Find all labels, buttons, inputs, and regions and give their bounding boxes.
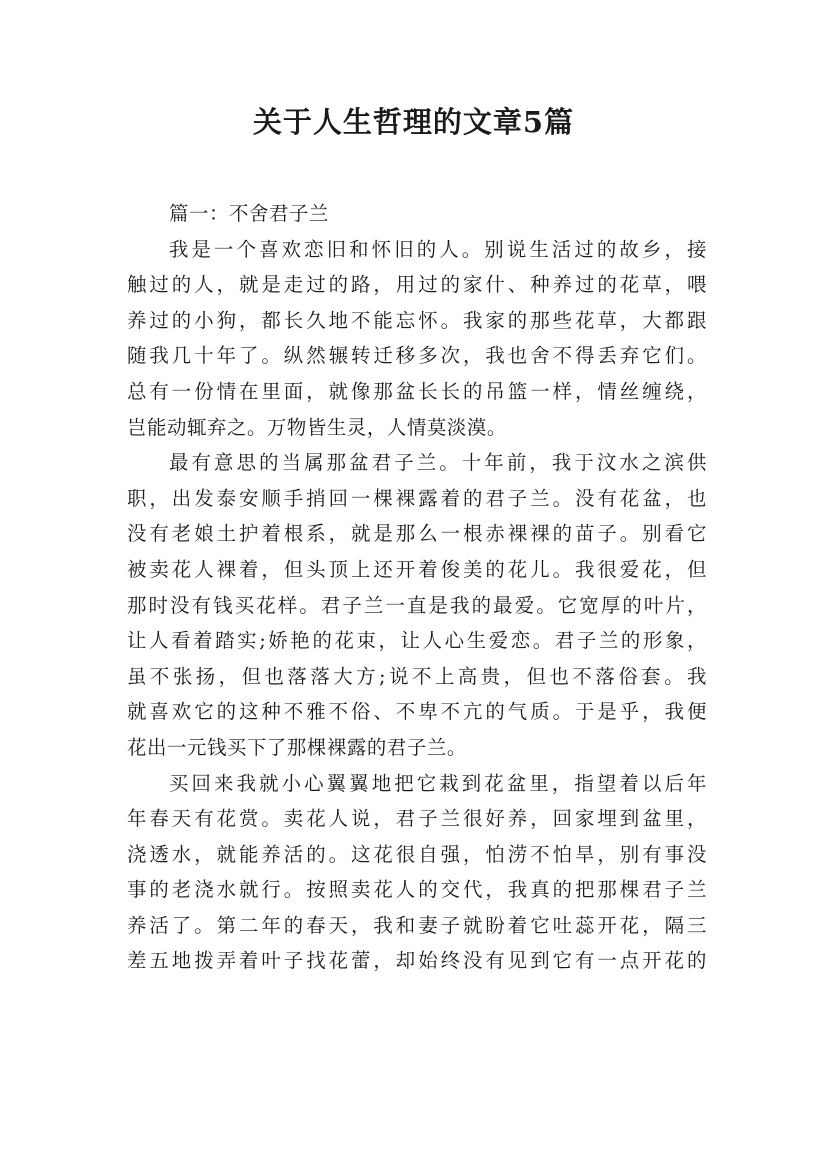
paragraph-line: 我是一个喜欢恋旧和怀旧的人。别说生活过的故乡，接 xyxy=(169,237,707,261)
paragraph-line: 养活了。第二年的春天，我和妻子就盼着它吐蕊开花，隔三 xyxy=(127,913,707,937)
paragraph-line: 随我几十年了。纵然辗转迁移多次，我也舍不得丢弃它们。 xyxy=(127,344,707,368)
paragraph-line: 养过的小狗，都长久地不能忘怀。我家的那些花草，大都跟 xyxy=(127,308,707,332)
paragraph-line: 那时没有钱买花样。君子兰一直是我的最爱。它宽厚的叶片， xyxy=(127,593,707,617)
paragraph-line: 浇透水，就能养活的。这花很自强，怕涝不怕旱，别有事没 xyxy=(127,842,707,866)
paragraph-line: 事的老浇水就行。按照卖花人的交代，我真的把那棵君子兰 xyxy=(127,878,707,902)
paragraph-line: 没有老娘土护着根系，就是那么一根赤裸裸的苗子。别看它 xyxy=(127,522,707,546)
paragraph-line: 总有一份情在里面，就像那盆长长的吊篮一样，情丝缠绕， xyxy=(127,379,707,403)
paragraph-line: 差五地拨弄着叶子找花蕾，却始终没有见到它有一点开花的 xyxy=(127,949,707,973)
paragraph-line: 触过的人，就是走过的路，用过的家什、种养过的花草，喂 xyxy=(127,273,707,297)
paragraph-line: 就喜欢它的这种不雅不俗、不卑不亢的气质。于是乎，我便 xyxy=(127,700,707,724)
document-title: 关于人生哲理的文章5篇 xyxy=(252,105,575,139)
document-body xyxy=(127,196,707,979)
paragraph-line: 虽不张扬，但也落落大方;说不上高贵，但也不落俗套。我 xyxy=(127,664,707,688)
paragraph-line: 买回来我就小心翼翼地把它栽到花盆里，指望着以后年 xyxy=(169,771,707,795)
paragraph-line: 年春天有花赏。卖花人说，君子兰很好养，回家埋到盆里， xyxy=(127,807,707,831)
paragraph-line: 岂能动辄弃之。万物皆生灵，人情莫淡漠。 xyxy=(127,415,507,439)
paragraph-line: 花出一元钱买下了那棵裸露的君子兰。 xyxy=(127,735,467,759)
paragraph-line: 被卖花人裸着，但头顶上还开着俊美的花儿。我很爱花，但 xyxy=(127,557,707,581)
section-heading: 篇一：不舍君子兰 xyxy=(169,202,329,225)
paragraph-line: 最有意思的当属那盆君子兰。十年前，我于汶水之滨供 xyxy=(169,451,707,475)
paragraph-line: 让人看着踏实;娇艳的花束，让人心生爱恋。君子兰的形象， xyxy=(127,629,707,653)
paragraph-line: 职，出发泰安顺手捎回一棵裸露着的君子兰。没有花盆，也 xyxy=(127,486,707,510)
